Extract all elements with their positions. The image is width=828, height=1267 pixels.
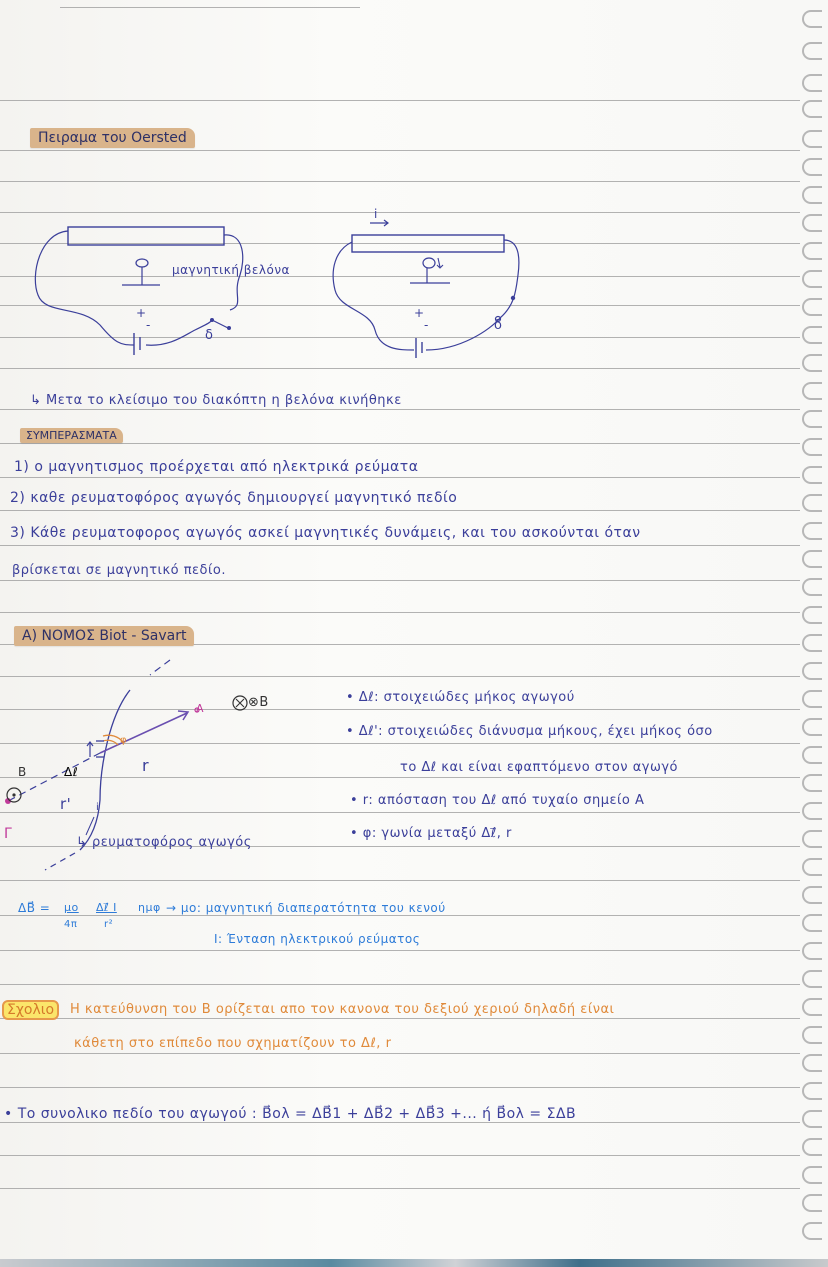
note-badge: Σχολιο	[2, 1000, 59, 1020]
conclusions-title: ΣΥΜΠΕΡΑΣΜΑΤΑ	[20, 428, 123, 443]
switch-label-right: δ	[494, 318, 503, 333]
point-a-label: A	[196, 702, 205, 715]
note-line-2: κάθετη στο επίπεδο που σχηματίζουν το Δℓ, r	[74, 1036, 392, 1051]
battery-plus-left: +	[136, 306, 147, 320]
formula-trig: ημφ	[138, 901, 161, 914]
observation-text: ↳ Μετα το κλείσιμο του διακόπτη η βελόνα κινήθηκε	[30, 393, 402, 408]
circuit-right-drawing	[330, 210, 530, 360]
formula-num2: Δℓ⃗ I	[96, 901, 117, 914]
dl-label: Δℓ	[64, 765, 79, 779]
point-gamma-label: Γ	[4, 826, 13, 842]
formula-den2: r²	[104, 919, 114, 930]
current-label: i	[374, 207, 378, 221]
battery-minus-left: -	[146, 318, 151, 332]
total-field-text: • Το συνολικο πεδίο του αγωγού : B⃗ολ = ΔB⃗1 + ΔB⃗2 + ΔB⃗3 +... ή B⃗ολ = ΣΔB	[4, 1106, 577, 1122]
formula-mu-definition: → μο: μαγνητική διαπερατότητα του κενού	[166, 901, 446, 915]
wire-caption: ↳ ρευματοφόρος αγωγός	[76, 835, 252, 850]
r-prime-label: r'	[60, 795, 72, 813]
phi-label: φ	[120, 735, 128, 746]
conclusion-3: 3) Κάθε ρευματοφορος αγωγός ασκεί μαγνητικές δυνάμεις, και του ασκούνται όταν	[10, 525, 641, 541]
definition-r: • r: απόσταση του Δℓ από τυχαίο σημείο A	[350, 793, 645, 808]
circuit-left-drawing	[20, 215, 320, 365]
section-title-biot-savart: A) ΝΟΜΟΣ Biot - Savart	[14, 626, 194, 646]
battery-plus-right: +	[414, 306, 425, 320]
field-into-page-label: ⊗B	[248, 695, 269, 710]
conclusion-3-cont: βρίσκεται σε μαγνητικό πεδίο.	[12, 563, 227, 578]
definition-dl-vector: • Δℓ': στοιχειώδες διάνυσμα μήκους, έχει μήκος όσο	[346, 724, 713, 739]
formula-i-definition: I: Ένταση ηλεκτρικού ρεύματος	[214, 932, 421, 946]
formula-lhs: ΔB⃗ =	[18, 901, 51, 915]
current-i-label: i	[96, 802, 100, 813]
switch-label-left: δ	[205, 328, 214, 343]
definition-phi: • φ: γωνία μεταξύ Δℓ⃗, r	[350, 826, 512, 841]
conclusion-1: 1) ο μαγνητισμος προέρχεται από ηλεκτρικά ρεύματα	[14, 459, 419, 475]
needle-label: μαγνητική βελόνα	[172, 263, 290, 277]
definition-dl: • Δℓ: στοιχειώδες μήκος αγωγού	[346, 690, 575, 705]
section-title-oersted: Πειραμα του Oersted	[30, 128, 195, 148]
battery-minus-right: -	[424, 318, 429, 332]
formula-num1: μο	[64, 901, 79, 914]
b-label-left: B	[18, 765, 27, 779]
formula-den1: 4π	[64, 919, 78, 930]
conclusion-2: 2) καθε ρευματοφόρος αγωγός δημιουργεί μαγνητικό πεδίο	[10, 490, 458, 506]
note-line-1: Η κατεύθυνση του B ορίζεται απο τον κανονα του δεξιού χεριού δηλαδή είναι	[70, 1002, 615, 1017]
page-bottom-edge	[0, 1259, 828, 1267]
definition-dl-vector-cont: το Δℓ και είναι εφαπτόμενο στον αγωγό	[400, 760, 678, 775]
r-vector-label: r	[142, 756, 150, 775]
